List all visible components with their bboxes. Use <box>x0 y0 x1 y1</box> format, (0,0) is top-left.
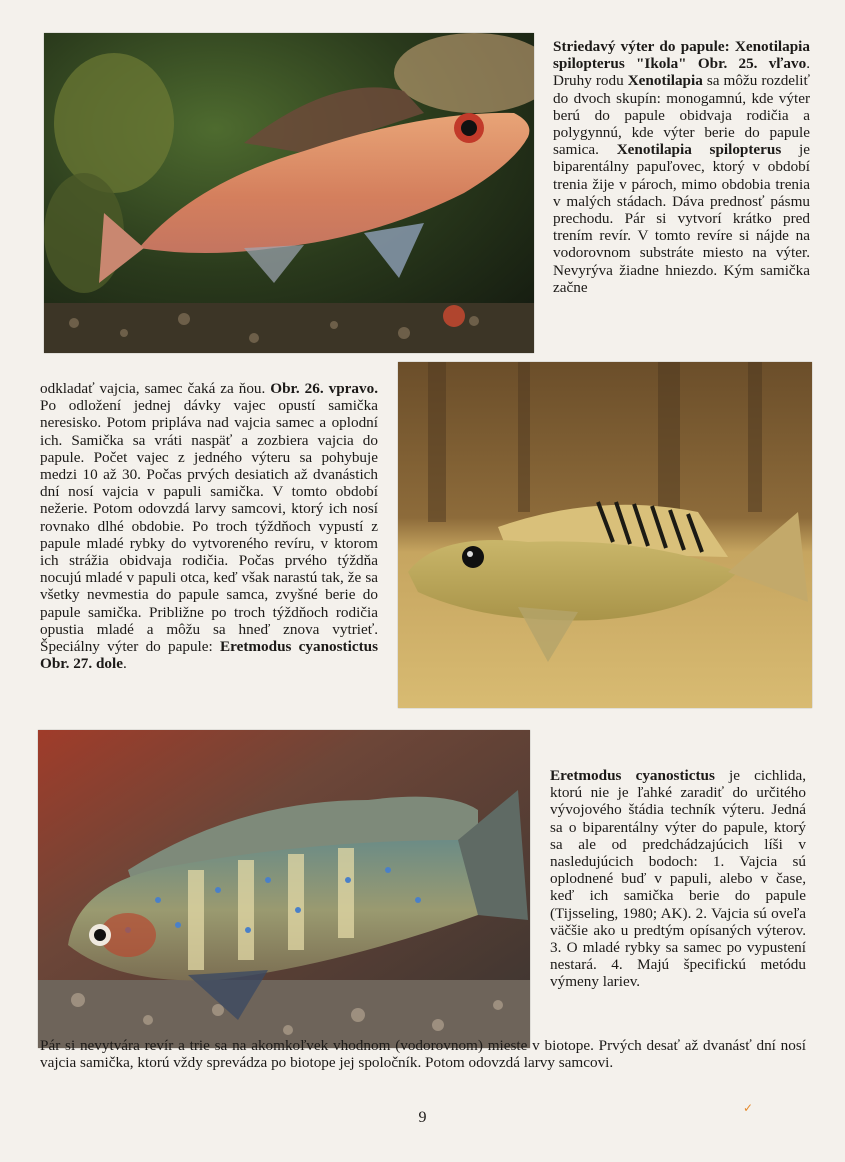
fish-photo-xenotilapia-sand <box>398 362 812 708</box>
paragraph-eretmodus-continued <box>40 1037 806 1071</box>
heading-xenotilapia-ikola: Striedavý výter do papule: Xenotilapia spilopterus "Ikola" Obr. 25. vľavo <box>553 38 810 73</box>
paragraph-text: je biparentálny papuľovec, ktorý v období trenia žije v pároch, mimo obdobia trenia v malých stádach. Dáva prednosť pásmu prechodu. Pár si vytvorí krátko pred trením revír. V tomto revíre si nájde na vodorovnom substráte miesto na výter. Nevyrýva žiadne hniezdo. Kým samička začne <box>553 141 810 296</box>
species-name: Eretmodus cyanostictus <box>550 767 715 784</box>
paragraph-text: odkladať vajcia, samec čaká za ňou. <box>40 380 271 397</box>
paragraph-text: . <box>122 655 127 673</box>
paragraph-text: Pár si nevytvára revír a trie sa na akomkoľvek vhodnom (vodorovnom) mieste v biotope. Prvých desať až dvanásť dní nosí vajcia samička, ktorú vždy sprevádza po biotope jej spoločník. Potom odovzdá larvy samcovi. <box>40 1037 806 1072</box>
fish-photo-eretmodus-cyanostictus <box>38 730 530 1048</box>
paragraph-spawning-description <box>40 380 378 672</box>
species-name: Xenotilapia spilopterus <box>616 141 782 159</box>
paragraph-xenotilapia-intro <box>553 38 810 296</box>
paragraph-eretmodus <box>550 767 806 991</box>
figure-reference: Eretmodus cyanostictus Obr. 27. dole <box>40 638 378 673</box>
paragraph-text: . Druhy rodu <box>553 55 810 90</box>
pen-mark: ✓ <box>743 1101 754 1115</box>
figure-reference: Obr. 26. vpravo. <box>270 380 378 397</box>
paragraph-text: je cichlida, ktorú nie je ľahké zaradiť do určitého vývojového štádia techník výteru. Jedná sa o biparentálny výter do papule, ktorý sa ale od predchádzajúcich líši v nasledujúcich bodoch: 1. Vajcia sú oplodnené buď v papuli, alebo v čase, keď ich samička berie do papule (Tijsseling, 1980; AK). 2. Vajcia sú oveľa väčšie ako u predtým opísaných výterov. 3. O mladé rybky sa samec po vypustení nestará. 4. Majú špecifickú metódu výmeny lariev. <box>550 767 806 991</box>
fish-photo-xenotilapia-ikola <box>44 33 534 353</box>
page-number: 9 <box>418 1109 427 1126</box>
paragraph-text: sa môžu rozdeliť do dvoch skupín: monogamnú, kde výter berú do papule obidvaja rodičia a polygynnú, kde výter berie do papule samica. <box>553 72 810 159</box>
paragraph-text: Po odložení jednej dávky vajec opustí samička neresisko. Potom pripláva nad vajcia samec a oplodní ich. Samička sa vráti naspäť a zozbiera vajcia do papule. Počet vajec z jedného výteru sa pohybuje medzi 10 až 30. Počas prvých desiatich až dvanástich dní nosí vajcia v papuli samička. V tomto období nežerie. Potom odovzdá larvy samcovi, ktorý ich nosí rovnako dlhé obdobie. Po troch týždňoch vypustí z papule mladé rybky do vytvoreného revíru, v ktorom ich strážia obidvaja rodičia. Počas prvého týždňa nocujú mladé v papuli otca, keď však narastú tak, že sa všetky nevmestia do papule samca, zvyšné berie do papule samička. Približne po troch týždňoch rodičia opustia mladé a môžu sa hneď znova vytrieť. Špeciálny výter do papule: <box>40 397 378 656</box>
species-name: Xenotilapia <box>627 72 703 90</box>
